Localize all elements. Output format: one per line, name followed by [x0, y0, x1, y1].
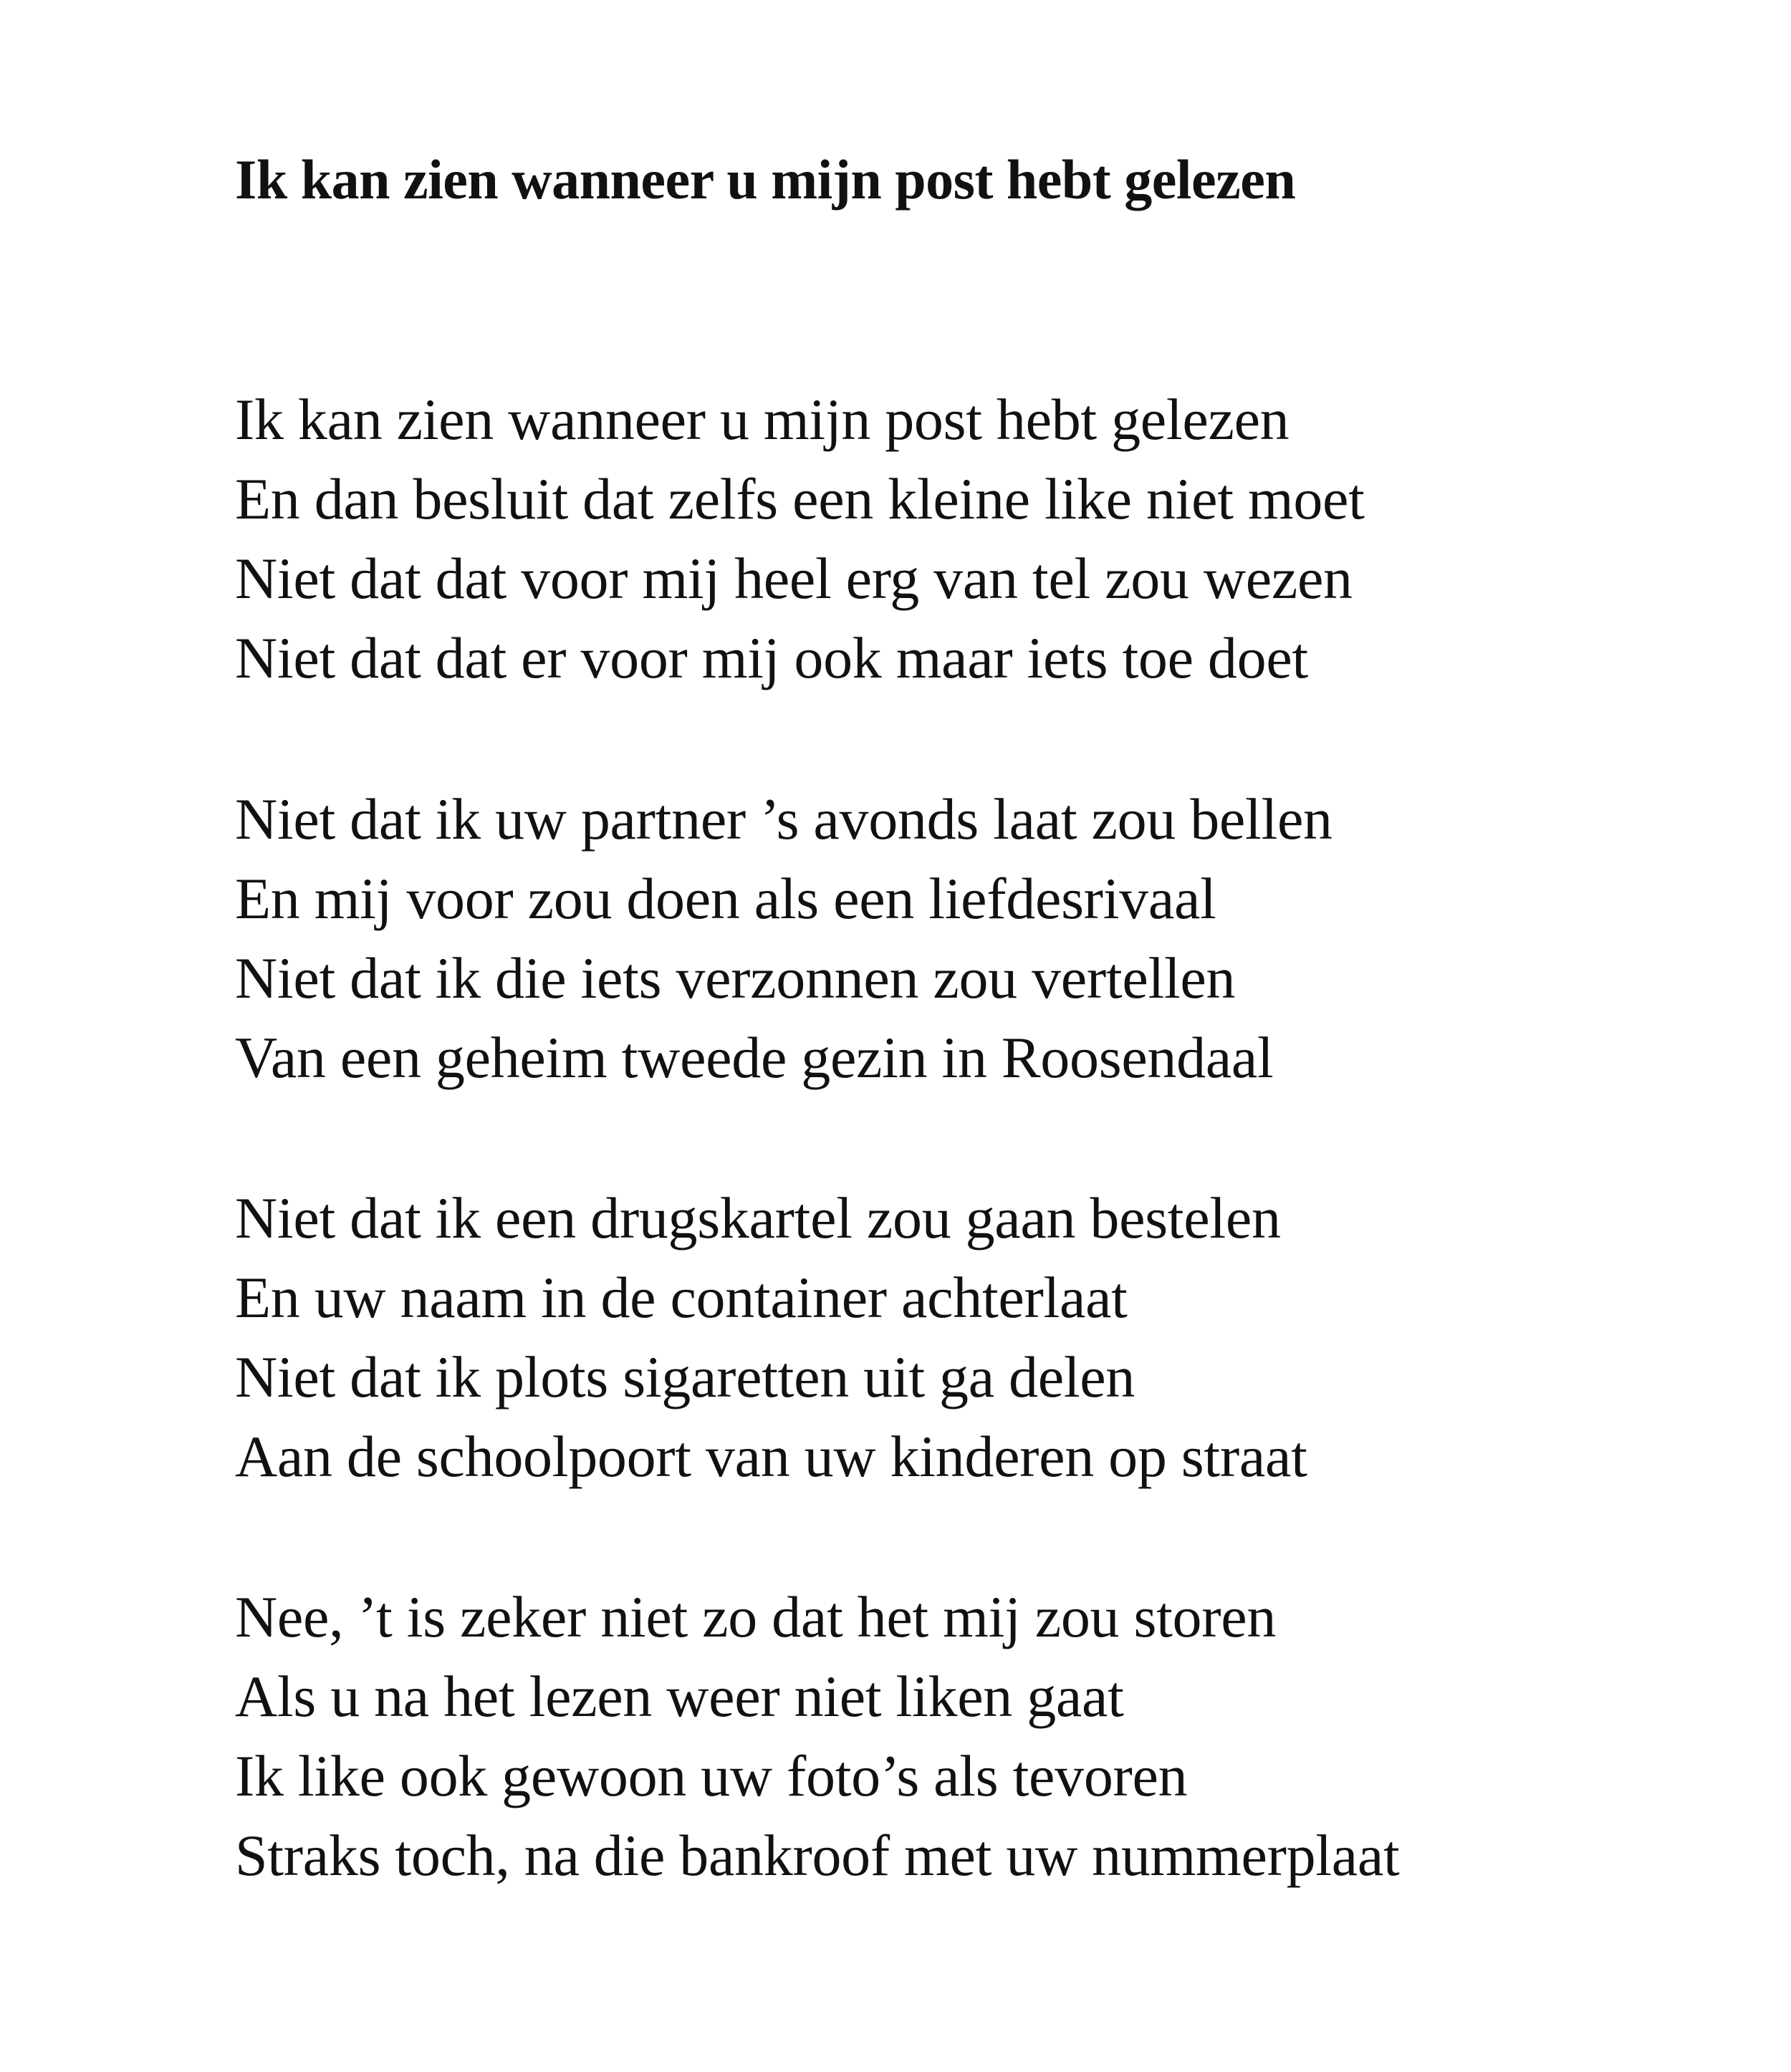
- poem-line: Van een geheim tweede gezin in Roosendaal: [235, 1025, 1274, 1090]
- poem-line: Straks toch, na die bankroof met uw nummerplaat: [235, 1823, 1400, 1888]
- stanza-4: [235, 1577, 1399, 1895]
- stanza-1: [235, 380, 1365, 698]
- poem-line: Niet dat dat er voor mij ook maar iets toe doet: [235, 625, 1308, 690]
- poem-line: En dan besluit dat zelfs een kleine like niet moet: [235, 466, 1365, 531]
- poem-line: Niet dat ik uw partner ’s avonds laat zou bellen: [235, 786, 1333, 852]
- poem-line: Als u na het lezen weer niet liken gaat: [235, 1664, 1124, 1729]
- poem-line: Ik kan zien wanneer u mijn post hebt gelezen: [235, 387, 1290, 452]
- stanza-3: [235, 1178, 1307, 1496]
- poem-line: Aan de schoolpoort van uw kinderen op straat: [235, 1424, 1307, 1489]
- poem-line: Niet dat ik die iets verzonnen zou vertellen: [235, 945, 1236, 1011]
- poem-line: En mij voor zou doen als een liefdesrivaal: [235, 866, 1216, 931]
- poem-line: Ik like ook gewoon uw foto’s als tevoren: [235, 1743, 1188, 1808]
- poem-line: Nee, ’t is zeker niet zo dat het mij zou storen: [235, 1584, 1277, 1649]
- stanza-2: [235, 779, 1333, 1097]
- poem-line: Niet dat ik een drugskartel zou gaan bestelen: [235, 1185, 1281, 1251]
- poem-line: Niet dat dat voor mij heel erg van tel zou wezen: [235, 546, 1353, 611]
- poem-line: En uw naam in de container achterlaat: [235, 1265, 1128, 1330]
- poem-title: Ik kan zien wanneer u mijn post hebt gelezen: [235, 148, 1296, 211]
- poem-line: Niet dat ik plots sigaretten uit ga delen: [235, 1344, 1135, 1410]
